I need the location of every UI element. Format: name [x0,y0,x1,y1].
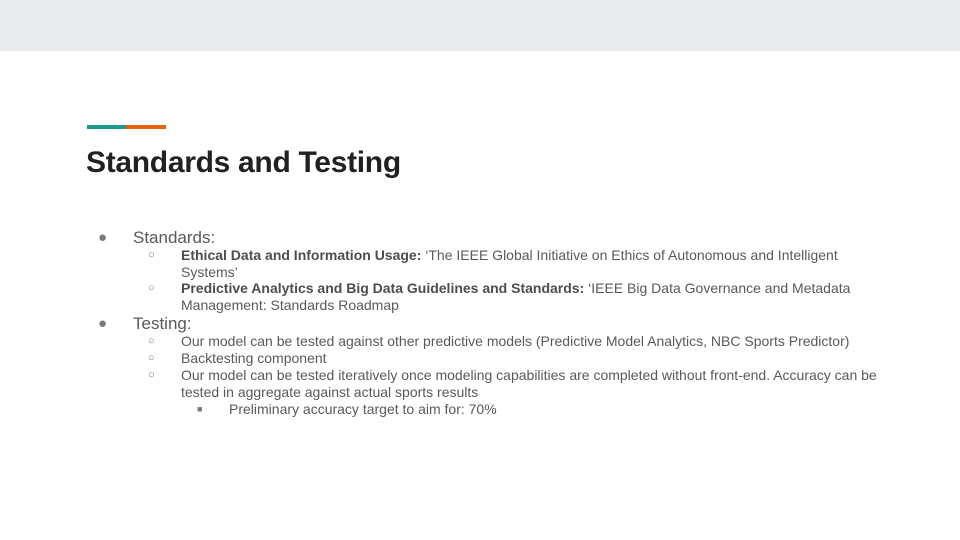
testing-subitem: Preliminary accuracy target to aim for: 70% [229,401,497,417]
slide-title: Standards and Testing [86,146,401,179]
standards-item-1-text: ‘The IEEE Global Initiative on Ethics of Autonomous and Intelligent Systems’ [181,247,838,280]
standards-item-1-bold: Ethical Data and Information Usage: [181,247,422,263]
standards-item-2 [181,280,881,313]
standards-item-2-bold: Predictive Analytics and Big Data Guidelines and Standards: [181,280,589,296]
standards-heading: Standards: [133,228,216,247]
bullet-level2: ○ [148,352,155,364]
standards-item-2-text: ‘IEEE Big Data Governance and Metadata Management: Standards Roadmap [181,280,851,313]
bullet-level3: ■ [197,404,203,414]
bullet-level2: ○ [148,369,155,381]
bullet-level2: ○ [148,335,155,347]
testing-item-2: Backtesting component [181,350,327,366]
bullet-level1-testing: ● [98,315,108,332]
testing-item-3: Our model can be tested iteratively once modeling capabilities are completed without front-end. Accuracy can be tested in aggregate against actual sports results [181,367,877,400]
accent-bar-orange [126,125,166,129]
bullet-level1-standards: ● [98,229,108,246]
standards-item-1 [181,247,881,280]
testing-heading: Testing: [133,314,192,333]
bullet-level2: ○ [148,249,155,261]
top-band [0,0,960,51]
testing-item-1: Our model can be tested against other predictive models (Predictive Model Analytics, NBC Sports Predictor) [181,333,850,349]
bullet-level2: ○ [148,282,155,294]
accent-bar-teal [87,125,127,129]
